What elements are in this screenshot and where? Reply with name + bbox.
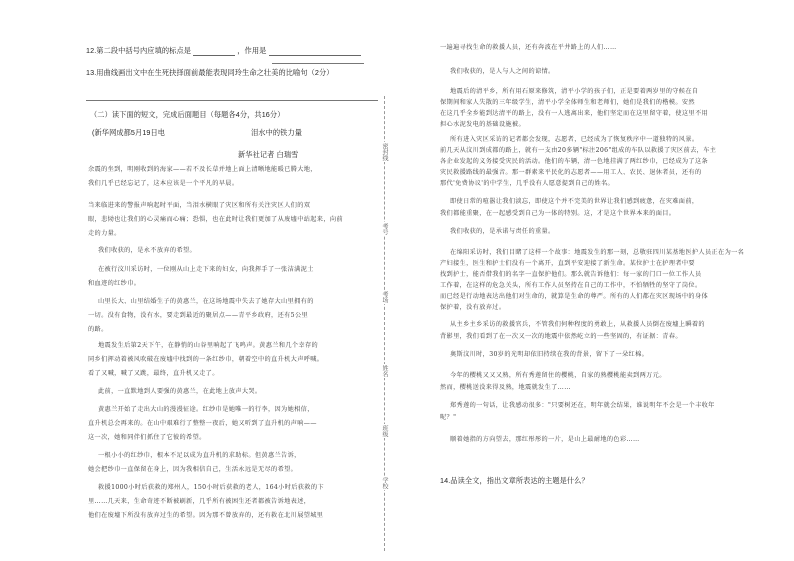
paragraph-line: 一切。没有食物，没有水，要走到最近的聚居点——青平乡政府，还有5公里 [88, 312, 309, 319]
paragraph-line: 山里长大、山里结婚生子的黄惠兰，在这场地震中失去了她存大山里拥有的 [98, 298, 314, 305]
paragraph-line: 前几天从汶川到成都的路上，就有一支由20多辆"标注206"组成的车队以救援了灾区前去，车主 [440, 147, 717, 154]
paragraph-line: 在绵阳采访时，我们目睹了这样一个故事：地震发生的那一刻，总敬驻四川某基地医护人员正在为一名 [450, 249, 745, 256]
paragraph-line: 看了又喊，喊了又跳，最终，直升机又走了。 [88, 370, 219, 377]
paragraph-line: 我们收获的，是人与人之间的谅情。 [450, 68, 555, 75]
margin-label-class: 班级 [381, 425, 387, 437]
paragraph-line: 从主乡主乡采访的救援官兵，不管我们何种程度的勇敢上，从救援人员倒在废墟上瞬着的 [450, 321, 705, 328]
question-14: 14.品读全文，指出文章所表达的主题是什么？ [440, 476, 589, 485]
margin-label-name: 姓名 [381, 365, 387, 377]
paragraph-line: 余震的坐到，明刚收到的海家——若不及长草并地上面上清晰地能暖已腾大地， [88, 166, 317, 173]
paragraph-line: 背影里，我们看到了在一次又一次的地震中依然屹立的一些坚固的，有证据：青春。 [440, 333, 682, 340]
margin-label-seal: 密封线 [381, 143, 387, 161]
paragraph-line: 保护着，没有放弃过。 [440, 304, 506, 311]
paragraph-line: 然而，樱桃送没来得及熟，地震就发生了…… [440, 384, 571, 391]
paragraph-line: 我们几乎已经忘记了，这本应该是一个平凡的早晨。 [88, 180, 239, 187]
paragraph-line: 找到护士，能否借我们的名字一直保护他们。那么就告诉他们：每一家的门口一位工作人员 [440, 271, 702, 278]
paragraph-line: 地震后的清平乡，所有用石原来修筑，清平小学的孩子们，正是要着两岁里的守候在自 [450, 88, 699, 95]
article-title: 泪水中的铁力量 [251, 128, 303, 137]
paragraph-line: 同乡们挥动着被风吹破在废墟中找到的一条红纱巾，朝着空中的直升机大声呼喊。 [88, 356, 324, 363]
paragraph-line: 灾民救援路线的最强音。那一群素来平民化的志愿者——用工人、农民、退休者员，还有的 [440, 169, 702, 176]
question-12-text-2: ，作用是 [237, 46, 267, 55]
paragraph-line: 在被行汶川采访时，一位刚从山上走下来的妇女，向我挥手了一张洁满泥土 [98, 266, 314, 273]
margin-label-exam-number: 考号 [381, 223, 387, 235]
paragraph-line: 此前，一直默地到人要强的黄惠兰，在此地上放声大哭。 [98, 388, 262, 395]
answer-line[interactable] [272, 63, 364, 64]
paragraph-line: 而已经是行动地表达出他们对生命的，就算是生命的尊严。所有的人们都在灾区现场中的身体 [440, 293, 709, 300]
margin-label-school: 学校 [381, 477, 387, 489]
paragraph-line: 直升机总会再来的。在山中艰难行了整整一夜后，她又听到了直升机的声响—— [88, 420, 317, 427]
paragraph-line: 一根小小的红纱巾，根本不足以成为直升机的求助标。但黄惠兰告诉， [98, 452, 301, 459]
question-13: 13.用曲线画出文中在生死抉择面前最能表现同玲生命之壮美的比喻句（2分） [86, 68, 334, 77]
paragraph-line: 产妇接生，医生和护士们没有一个离开，直到平安迎接了新生命。某位护士在护理者中要 [440, 260, 695, 267]
paragraph-line: 当来临进来的警报声响起时平面，当泪水横眼了灾区和所有关注灾区人们的双 [88, 202, 311, 209]
paragraph-line: 我们收获的，是承诺与责任的重量。 [450, 228, 555, 235]
question-12-blank-1[interactable] [193, 48, 235, 56]
paragraph-line: 担心水泥发电的基础设施被。 [440, 121, 525, 128]
margin-label-exam-room: 考场 [381, 291, 387, 303]
paragraph-line: 今年的樱桃又又又熟，所有秀莲留住的樱桃，自家的熟樱桃能卖到两万元。 [450, 372, 666, 379]
paragraph-line: 所有进入灾区采访的记者都会发现，志愿者，已经成为了恢复秩序中一道独特的风景。 [450, 136, 699, 143]
paragraph-line: 顺着她指的方向望去，那红彤彤的一片，是山上最耐地的色彩…… [450, 436, 640, 443]
paragraph-line: 郑秀莲的一句话，让我感动很多："只要树还在，明年就会结果，谁说明年不会是一个丰收年 [450, 402, 715, 409]
paragraph-line: 眼，悲恸也让我们的心灵痛而心痛；恐惧，也在此时让我们更加了从废墟中站起来，向前 [88, 216, 343, 223]
paragraph-line: 即使日常的喧嚣让我们淡忘，即使这个并不完美的世界让我们感到疲惫，在灾难面前， [450, 198, 699, 205]
question-12-blank-2[interactable] [269, 48, 361, 56]
paragraph-line: 一遍遍寻找生命的救援人员，还有奔波在平井路上的人们…… [440, 44, 617, 51]
question-12-text: 12.第二段中括号内应填的标点是 [86, 46, 192, 55]
paragraph-line: 工作着，在这样的危急关头，所有工作人员坚持在自己的工作中，不怕牺牲的坚守了岗位。 [440, 282, 702, 289]
paragraph-line: 保期间和家人失散的三年级学生，清平小学全体师生和老师们，她们是我们的楷模。安然 [440, 99, 695, 106]
paragraph-line: 我们都能重聚，在一起感受到自己为一体的特别。这，才是这个世界本来的面目。 [440, 210, 676, 217]
paragraph-line: 地震发生后第2天下午，在静悄的山谷里响起了飞鸣声。黄惠兰和几个幸存的 [98, 342, 319, 349]
paragraph-line: 和血迹的红纱巾。 [88, 280, 141, 287]
section-divider [86, 100, 378, 101]
paragraph-line: 那代'免费协议'的中学生，几乎没有人愿意提到自己的姓名。 [440, 180, 615, 187]
paragraph-line: 黄惠兰开始了走出大山的漫漫征途。红纱巾是她唯一的行李，因为她相信， [98, 406, 314, 413]
paragraph-line: 在这几乎全乡能到达清平的路上，没有一人逃离出来，他们坚定而在这里留守着，使这里不用 [440, 110, 709, 117]
answer-area[interactable] [440, 490, 770, 548]
paragraph-line: 这一次，她和同伴们抓住了它彼的希望。 [88, 434, 206, 441]
paragraph-line: 奥斯汶川时，30岁的光明却依旧持续在我的背景，留下了一朵红棉。 [450, 351, 649, 358]
paragraph-line: 里……几天来，生命奇迹不断被刷新，几乎所有被困生还者都被告诉地表述， [88, 498, 311, 505]
paragraph-line: 走的力量。 [88, 230, 121, 237]
article-reporter: 新华社记者 白瑞雪 [238, 150, 299, 159]
paragraph-line: 各企业发起的义务接受灾民的活动。他们的车辆，清一色地挂满了两红纱巾，已经成为了这条 [440, 158, 709, 165]
paragraph-line: 她会把纱巾一直保留在身上，因为我相信自己，生活永远是无尽的希望。 [88, 466, 298, 473]
section-2-heading: （二）读下面的短文，完成后面题目（每题各4分，共16分） [90, 110, 285, 119]
paragraph-line: 救援1000小时后获救的郑州人，150小时后获救的老人，164小时后获救的卞 [98, 484, 324, 491]
paragraph-line: 我们收获的，是永不放弃的希望。 [98, 247, 197, 254]
question-12 [86, 46, 361, 56]
paragraph-line: 他们在废墟下所没有放弃过生的希望。因为那不曾放弃的，还有救在北川展望城里 [88, 512, 324, 519]
paragraph-line: 的路。 [88, 326, 108, 333]
article-dateline: (新华网成都5月19日电 [92, 128, 166, 137]
paragraph-line: 呢？" [440, 414, 457, 421]
